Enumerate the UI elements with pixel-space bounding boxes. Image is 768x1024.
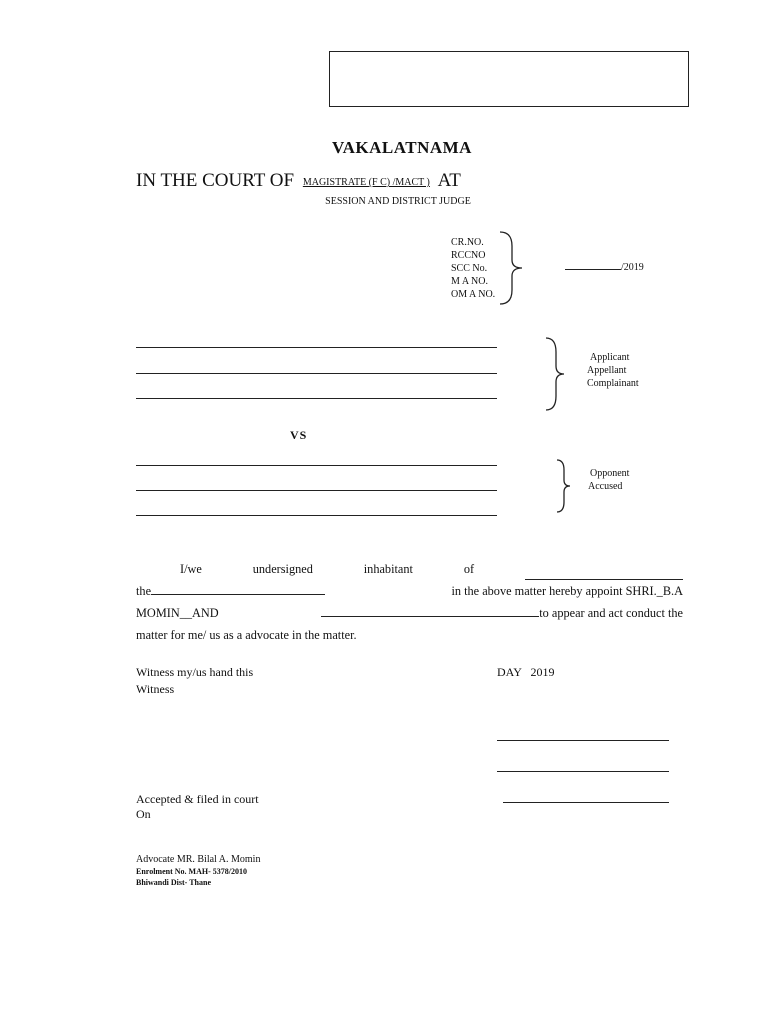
advocate-name: Advocate MR. Bilal A. Momin	[136, 854, 261, 865]
applicant-role: Complainant	[587, 378, 639, 389]
applicant-role: Appellant	[587, 365, 627, 376]
case-codes-brace	[498, 230, 538, 306]
applicant-line[interactable]	[136, 373, 497, 374]
opponent-line[interactable]	[136, 465, 497, 466]
accepted-on: On	[136, 807, 151, 821]
court-suffix: AT	[437, 170, 461, 191]
case-number-blank[interactable]	[565, 260, 621, 270]
opponent-role: Accused	[588, 481, 623, 492]
opponent-brace	[555, 458, 575, 514]
case-codes	[451, 236, 495, 301]
case-code: OM A NO.	[451, 289, 496, 300]
stamp-box	[329, 51, 689, 107]
witness-label: Witness	[136, 682, 175, 696]
case-code: M A NO.	[451, 276, 488, 287]
case-code: SCC No.	[451, 263, 488, 274]
case-year: /2019	[565, 260, 644, 273]
applicant-brace	[544, 336, 574, 412]
advocate-blank[interactable]	[321, 604, 539, 617]
advocate-enrolment: Enrolment No. MAH- 5378/2010	[136, 867, 247, 876]
opponent-line[interactable]	[136, 490, 497, 491]
court-session: SESSION AND DISTRICT JUDGE	[325, 196, 471, 207]
applicant-role: Applicant	[590, 352, 630, 363]
inhabitant-blank[interactable]	[525, 567, 683, 580]
court-magistrate: MAGISTRATE (F C) /MACT )	[302, 177, 430, 188]
applicant-line[interactable]	[136, 398, 497, 399]
opponent-line[interactable]	[136, 515, 497, 516]
advocate-address: Bhiwandi Dist- Thane	[136, 878, 211, 887]
opponent-role: Opponent	[590, 468, 630, 479]
document-title: VAKALATNAMA	[332, 138, 472, 157]
signature-line[interactable]	[503, 802, 669, 803]
role-blank[interactable]	[151, 582, 325, 595]
signature-line[interactable]	[497, 740, 669, 741]
witness-day: DAY 2019	[497, 665, 555, 679]
case-code: CR.NO.	[451, 237, 484, 248]
accepted-filed: Accepted & filed in court	[136, 792, 259, 806]
court-heading	[136, 170, 461, 192]
signature-line[interactable]	[497, 771, 669, 772]
versus-label: VS	[290, 428, 308, 442]
applicant-line[interactable]	[136, 347, 497, 348]
witness-hand: Witness my/us hand this	[136, 665, 254, 679]
appointment-paragraph: I/we undersigned inhabitant of the in the above matter hereby appoint SHRI._B.A MOMIN__AND to appear and act conduct the matter for me/ us as a advocate in the matter.	[136, 562, 683, 642]
case-code: RCCNO	[451, 250, 486, 261]
court-prefix: IN THE COURT OF	[136, 170, 295, 191]
